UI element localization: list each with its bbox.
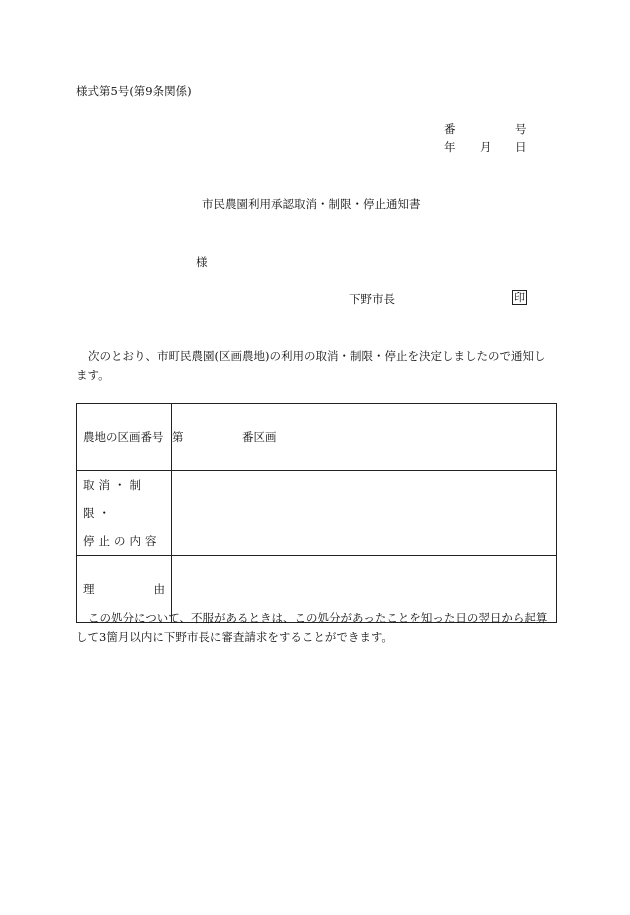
document-number-suffix: 号: [515, 122, 527, 136]
document-title: 市民農園利用承認取消・制限・停止通知書: [202, 197, 421, 211]
plot-number-value-cell[interactable]: [172, 404, 557, 471]
reason-label: [77, 581, 171, 597]
date-month-label: 月: [480, 140, 492, 154]
document-number-label: 番: [444, 122, 456, 136]
date-year-label: 年: [444, 140, 456, 154]
date-day-label: 日: [515, 140, 527, 154]
plot-number-prefix: 第: [172, 430, 184, 444]
details-table: [76, 403, 557, 623]
details-label-cell: [77, 471, 172, 556]
reason-label-left: 理: [83, 582, 95, 596]
form-reference: 様式第5号(第9条関係): [76, 84, 192, 98]
sender-name: 下野市長: [349, 292, 395, 306]
details-label: [77, 471, 171, 555]
plot-number-suffix: 番区画: [242, 430, 277, 444]
plot-number-label: 農地の区画番号: [83, 430, 164, 444]
seal-stamp-box: 印: [514, 291, 525, 304]
plot-number-label-cell: [77, 404, 172, 471]
details-label-line2: 停止の内容: [83, 534, 161, 548]
body-paragraph: 次のとおり、市町民農園(区画農地)の利用の取消・制限・停止を決定しましたので通知します。: [76, 349, 546, 382]
appeal-notice: この処分について、不服があるときは、この処分があったことを知った日の翌日から起算して3箇月以内に下野市長に審査請求をすることができます。: [76, 611, 548, 644]
table-row-plot-number: [77, 404, 557, 471]
details-label-line1: 取消・制限・: [83, 478, 145, 520]
plot-number-field: [172, 429, 556, 445]
table-row-details: [77, 471, 557, 556]
reason-label-right: 由: [153, 582, 165, 596]
details-value-cell[interactable]: [172, 471, 557, 556]
addressee-honorific: 様: [196, 255, 208, 269]
